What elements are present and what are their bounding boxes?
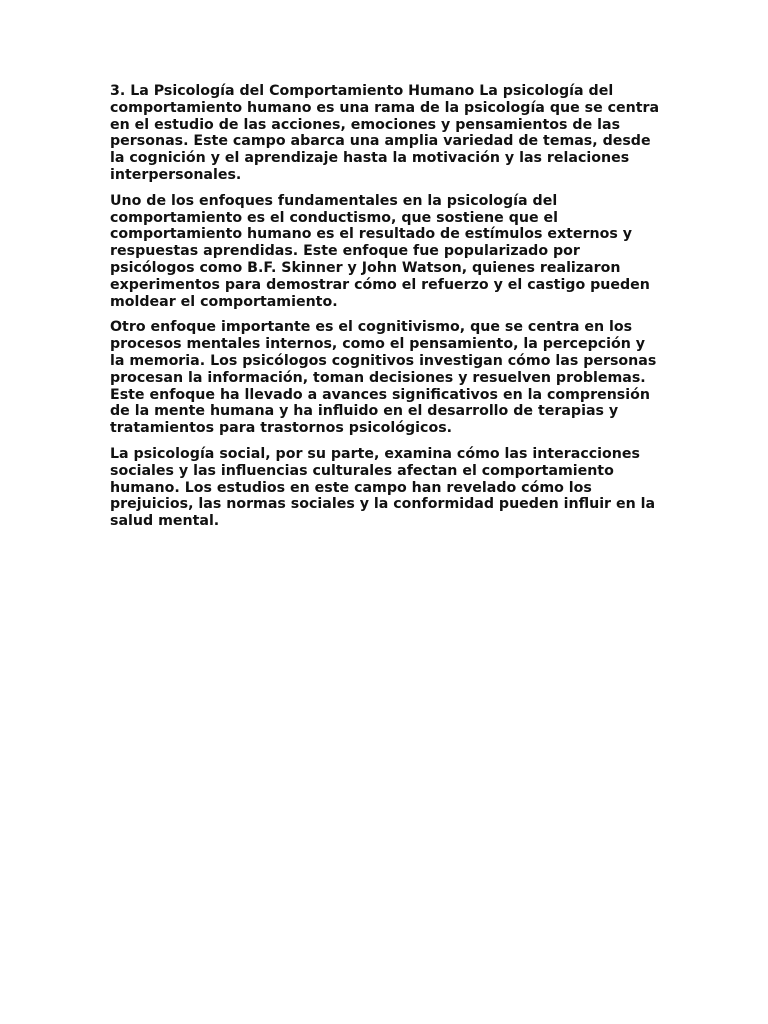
paragraph-psicologia-social: La psicología social, por su parte, examina cómo las interacciones sociales y las influencias culturales afectan el comportamiento humano. Los estudios en este campo han revelado cómo los prejuicios, las normas sociales y la conformidad pueden influir en la salud mental. xyxy=(110,445,656,530)
document-body xyxy=(110,83,662,539)
paragraph-intro: 3. La Psicología del Comportamiento Humano La psicología del comportamiento humano es una rama de la psicología que se centra en el estudio de las acciones, emociones y pensamientos de las personas. Este campo abarca una amplia variedad de temas, desde la cognición y el aprendizaje hasta la motivación y las relaciones interpersonales. xyxy=(110,83,660,183)
paragraph-cognitivismo: Otro enfoque importante es el cognitivismo, que se centra en los procesos mentales internos, como el pensamiento, la percepción y la memoria. Los psicólogos cognitivos investigan cómo las personas procesan la información, toman decisiones y resuelven problemas. Este enfoque ha llevado a avances significativos en la comprensión de la mente humana y ha influido en el desarrollo de terapias y tratamientos para trastornos psicológicos. xyxy=(110,319,657,437)
paragraph-conductismo: Uno de los enfoques fundamentales en la psicología del comportamiento es el conductismo, que sostiene que el comportamiento humano es el resultado de estímulos externos y respuestas aprendidas. Este enfoque fue popularizado por psicólogos como B.F. Skinner y John Watson, quienes realizaron experimentos para demostrar cómo el refuerzo y el castigo pueden moldear el comportamiento. xyxy=(110,192,650,310)
